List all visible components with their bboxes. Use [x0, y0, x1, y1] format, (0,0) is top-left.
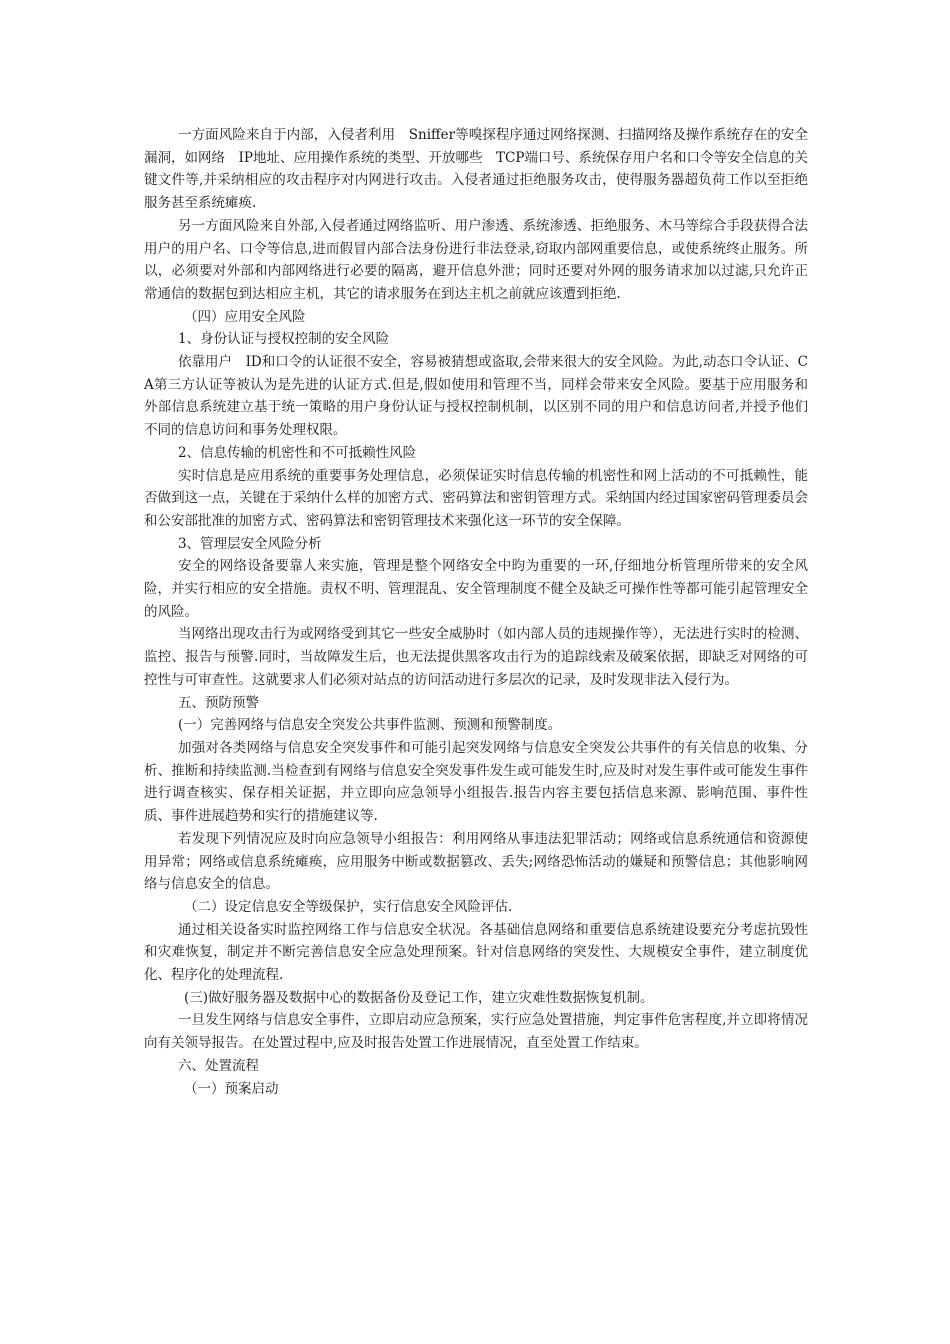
paragraph: 通过相关设备实时监控网络工作与信息安全状况。各基础信息网络和重要信息系统建设要充分考虑抗毁性和灾难恢复，制定并不断完善信息安全应急处理预案。针对信息网络的突发性、大规模安全事件，建立制度优化、程序化的处理流程.	[144, 921, 808, 984]
paragraph: 一方面风险来自于内部，入侵者利用 Sniffer等嗅探程序通过网络探测、扫描网络及操作系统存在的安全漏洞，如网络 IP地址、应用操作系统的类型、开放哪些 TCP端口号、系统保存用户名和口令等安全信息的关键文件等,并采纳相应的攻击程序对内网进行攻击。入侵者通过拒绝服务攻击，使得服务器超负荷工作以至拒绝服务甚至系统瘫痪.	[144, 127, 808, 212]
paragraph: 安全的网络设备要靠人来实施，管理是整个网络安全中昀为重要的一环,仔细地分析管理所带来的安全风险，并实行相应的安全措施。责权不明、管理混乱、安全管理制度不健全及缺乏可操作性等都可能引起管理安全的风险。	[144, 558, 808, 620]
section-heading: (三)做好服务器及数据中心的数据备份及登记工作，建立灾难性数据恢复机制。	[184, 989, 654, 1006]
paragraph: 另一方面风险来自外部,入侵者通过网络监听、用户渗透、系统渗透、拒绝服务、木马等综合手段获得合法用户的用户名、口令等信息,进而假冒内部合法身份进行非法登录,窃取内部网重要信息，或使系统终止服务。所以，必须要对外部和内部网络进行必要的隔离，避开信息外泄；同时还要对外网的服务请求加以过滤,只允许正常通信的数据包到达相应主机，其它的请求服务在到达主机之前就应该遭到拒绝.	[144, 217, 808, 302]
paragraph: 实时信息是应用系统的重要事务处理信息，必须保证实时信息传输的机密性和网上活动的不可抵赖性，能否做到这一点，关键在于采纳什么样的加密方式、密码算法和密钥管理方式。采纳国内经过国家密码管理委员会和公安部批准的加密方式、密码算法和密钥管理技术来强化这一环节的安全保障。	[144, 467, 808, 529]
paragraph: 加强对各类网络与信息安全突发事件和可能引起突发网络与信息安全突发公共事件的有关信息的收集、分析、推断和持续监测.当检查到有网络与信息安全突发事件发生或可能发生时,应及时对发生事件或可能发生事件进行调查核实、保存相关证据，并立即向应急领导小组报告.报告内容主要包括信息来源、影响范围、事件性质、事件进展趋势和实行的措施建议等.	[144, 739, 808, 825]
section-heading: 1、身份认证与授权控制的安全风险	[178, 331, 390, 348]
section-heading: 六、处置流程	[178, 1057, 259, 1074]
section-heading: (一）完善网络与信息安全突发公共事件监测、预测和预警制度。	[178, 717, 562, 734]
paragraph: 当网络出现攻击行为或网络受到其它一些安全威胁时（如内部人员的违规操作等），无法进行实时的检测、监控、报告与预警.同时，当故障发生后，也无法提供黑客攻击行为的追踪线索及破案依据，即缺乏对网络的可控性与可审查性。这就要求人们必须对站点的访问活动进行多层次的记录，及时发现非法入侵行为。	[144, 626, 808, 688]
document-page	[144, 124, 808, 1100]
section-heading: （四）应用安全风险	[184, 308, 306, 325]
paragraph: 若发现下列情况应及时向应急领导小组报告：利用网络从事违法犯罪活动；网络或信息系统通信和资源使用异常；网络或信息系统瘫痪，应用服务中断或数据篡改、丢失;网络恐怖活动的嫌疑和预警信息；其他影响网络与信息安全的信息。	[144, 830, 808, 893]
paragraph: 依靠用户 ID和口令的认证很不安全，容易被猜想或盗取,会带来很大的安全风险。为此,动态口令认证、CA第三方认证等被认为是先进的认证方式.但是,假如使用和管理不当，同样会带来安全风险。要基于应用服务和外部信息系统建立基于统一策略的用户身份认证与授权控制机制，以区别不同的用户和信息访问者,并授予他们不同的信息访问和事务处理权限。	[144, 354, 808, 439]
section-heading: （一）预案启动	[184, 1080, 279, 1097]
paragraph: 一旦发生网络与信息安全事件，立即启动应急预案，实行应急处置措施，判定事件危害程度,并立即将情况向有关领导报告。在处置过程中,应及时报告处置工作进展情况，直至处置工作结束。	[144, 1012, 808, 1052]
section-heading: 五、预防预警	[178, 694, 259, 711]
section-heading: 3、管理层安全风险分析	[178, 535, 322, 552]
section-heading: （二）设定信息安全等级保护，实行信息安全风险评估.	[184, 898, 513, 915]
section-heading: 2、信息传输的机密性和不可抵赖性风险	[178, 444, 417, 461]
